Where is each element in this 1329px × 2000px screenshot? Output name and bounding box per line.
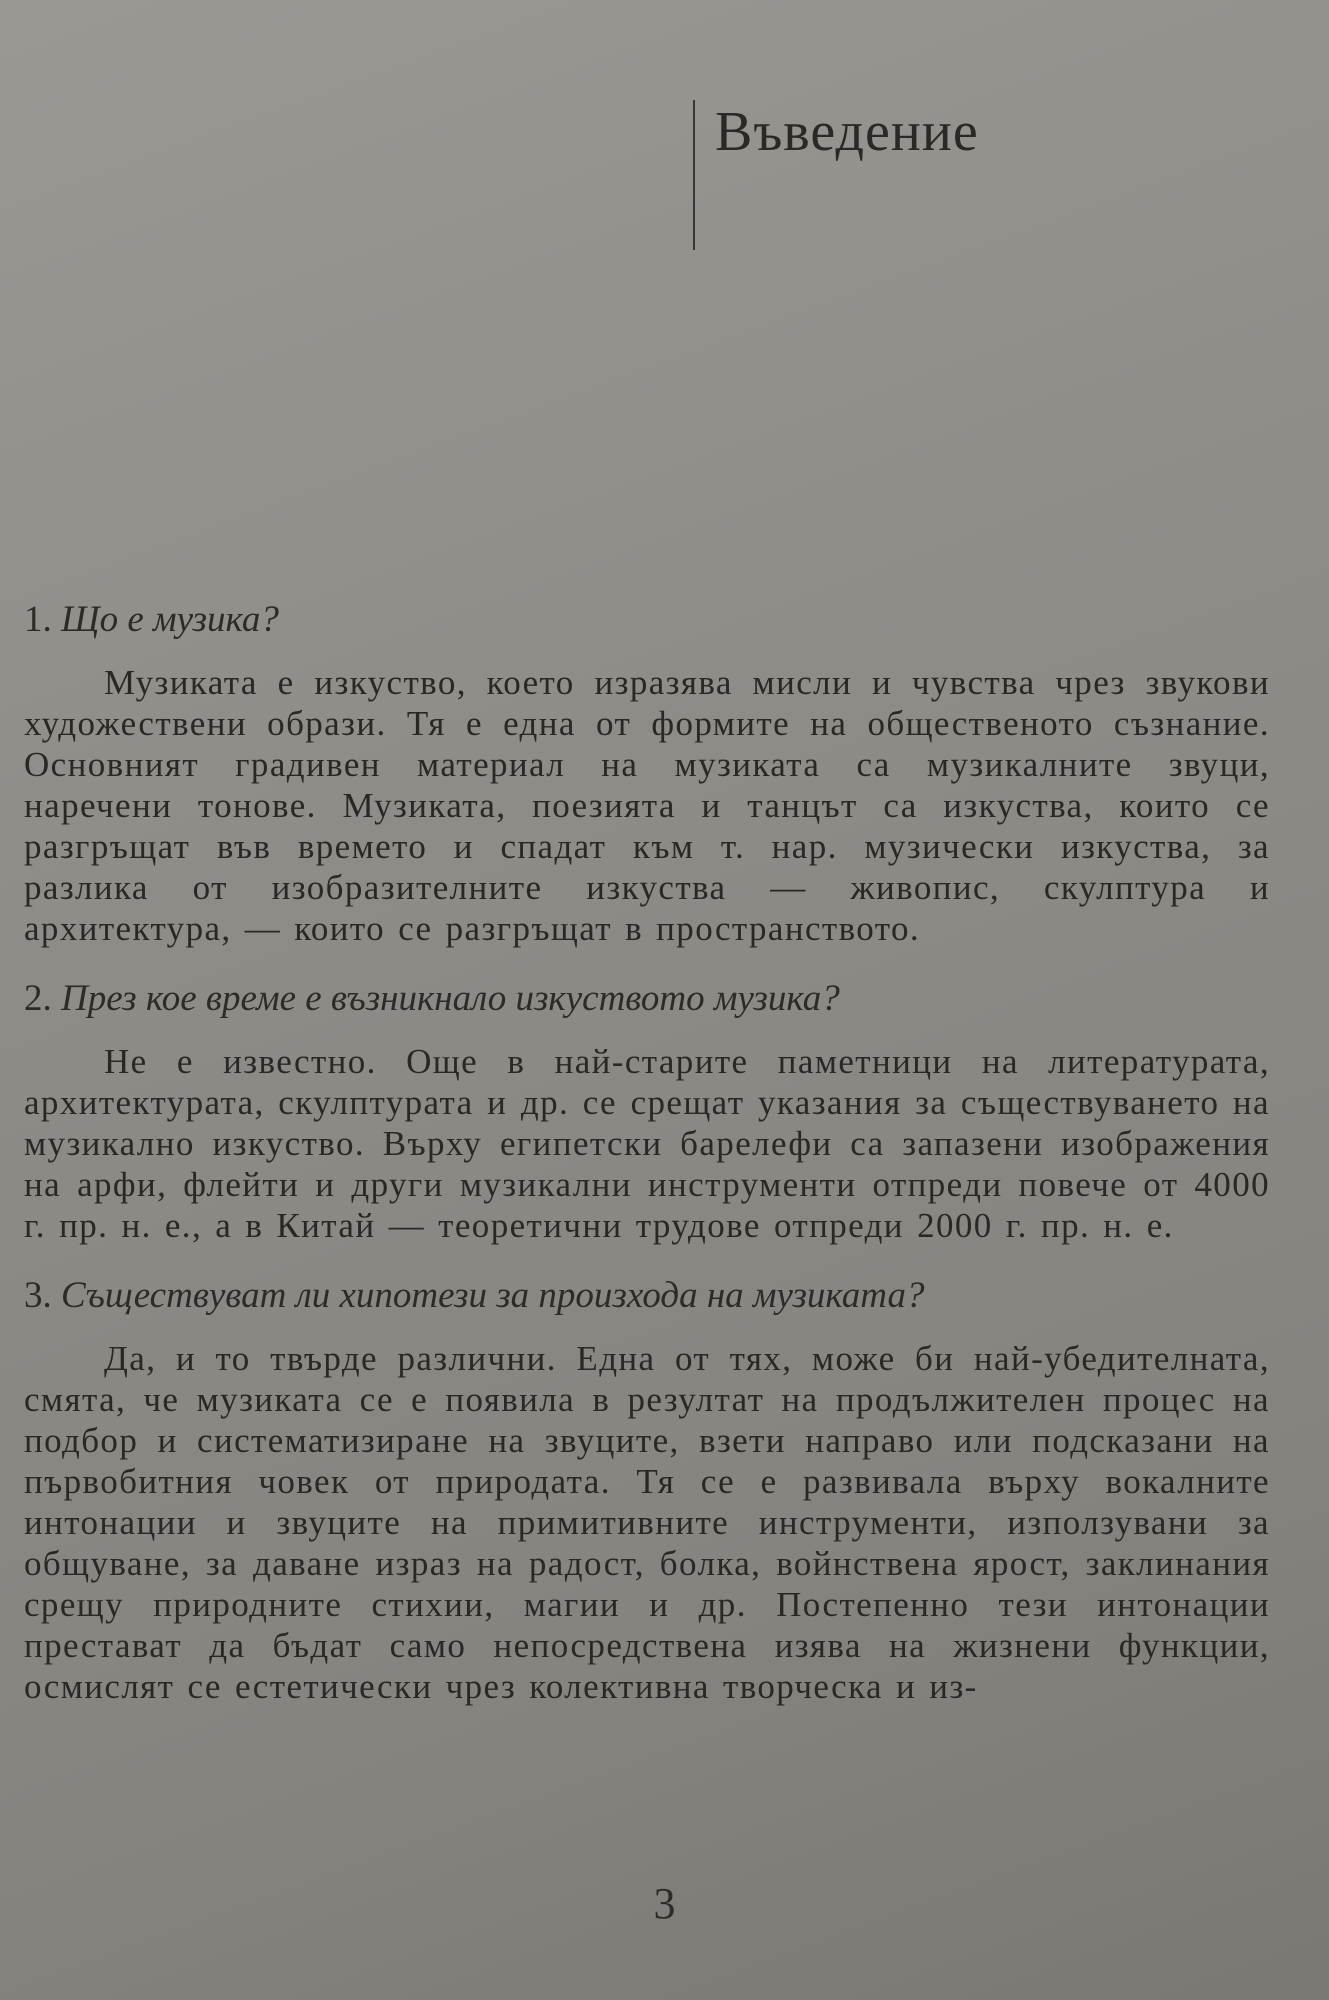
chapter-title: Въведение: [715, 101, 979, 163]
chapter-heading: [693, 100, 979, 250]
question-heading: [24, 598, 1270, 642]
section-1: [24, 598, 1270, 949]
question-number: 1.: [24, 599, 52, 640]
question-text: През кое време е възникнало изкуството музика?: [61, 978, 840, 1019]
question-number: 2.: [24, 978, 52, 1019]
answer-paragraph: Не е известно. Още в най-старите паметници на литературата, архитектурата, скулптурата и др. се срещат указания за съществуването на музикално изкуство. Върху египетски барелефи са запазени изображения на арфи, флейти и други музикални инструменти отпреди повече от 4000 г. пр. н. е., а в Китай — теоретични трудове отпреди 2000 г. пр. н. е.: [24, 1042, 1270, 1245]
answer-paragraph: Музиката е изкуство, което изразява мисли и чувства чрез звукови художествени образи. Тя е една от формите на общественото съзнание. Основният градивен материал на музиката са музикалните звуци, наречени тонове. Музиката, поезията и танцът са изкуства, които се разгръщат във времето и спадат към т. нар. музически изкуства, за разлика от изобразителните изкуства — живопис, скулптура и архитектура, — които се разгръщат в пространството.: [24, 663, 1270, 948]
answer-paragraph: Да, и то твърде различни. Една от тях, може би най-убедителната, смята, че музиката се е появила в резултат на продължителен процес на подбор и систематизиране на звуците, взети направо или подсказани на първобитния човек от природата. Тя се е развивала върху вокалните интонации и звуците на примитивните инструменти, използувани за общуване, за даване израз на радост, болка, войнствена ярост, заклинания срещу природните стихии, магии и др. Постепенно тези интонации престават да бъдат само непосредствена изява на жизнени функции, осмислят се естетически чрез колективна творческа и из-: [24, 1339, 1270, 1706]
page-number: 3: [653, 1879, 676, 1928]
question-heading: [24, 977, 1270, 1021]
question-text: Съществуват ли хипотези за произхода на музиката?: [61, 1275, 925, 1316]
question-text: Що е музика?: [61, 599, 279, 640]
question-heading: [24, 1274, 1270, 1318]
section-2: [24, 977, 1270, 1246]
question-number: 3.: [24, 1275, 52, 1316]
section-3: [24, 1274, 1270, 1707]
page-body: [24, 598, 1270, 1735]
